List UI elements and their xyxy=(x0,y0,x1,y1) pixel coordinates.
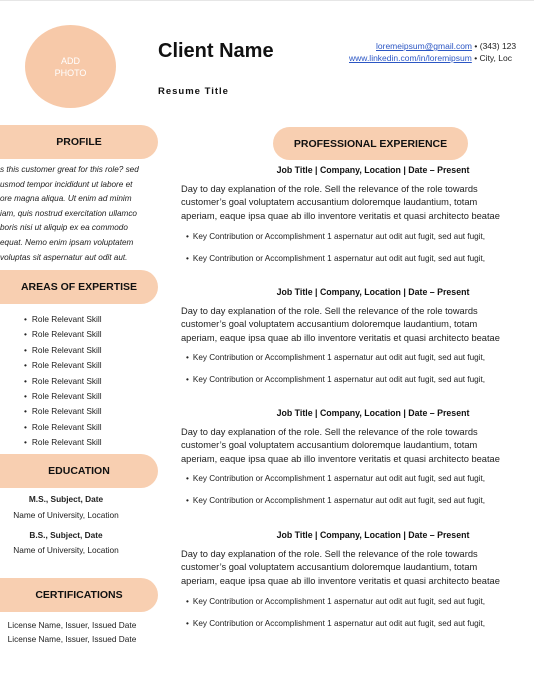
skill-item: • Role Relevant Skill xyxy=(24,374,102,389)
expertise-heading-label: AREAS OF EXPERTISE xyxy=(20,281,138,293)
job-description-line: Day to day explanation of the role. Sell the relevance of the role towards xyxy=(181,549,478,559)
job-bullet-text: Key Contribution or Accomplishment 1 aspernatur aut odit aut fugit, sed aut fugit, xyxy=(192,254,486,263)
education-degree: M.S., Subject, Date xyxy=(28,494,104,504)
job-description-line: aperiam, eaque ipsa quae ab illo inventore veritatis et quasi architecto beatae xyxy=(181,453,500,464)
job-description-line: aperiam, eaque ipsa quae ab illo inventore veritatis et quasi architecto beatae xyxy=(181,332,500,343)
job-description-line: aperiam, eaque ipsa quae ab illo inventore veritatis et quasi architecto beatae xyxy=(181,210,500,221)
job-bullet: • Key Contribution or Accomplishment 1 aspernatur aut odit aut fugit, sed aut fugit, xyxy=(186,496,486,505)
skill-item: • Role Relevant Skill xyxy=(24,389,102,404)
experience-heading xyxy=(273,127,468,160)
resume-title: Resume Title xyxy=(158,86,229,97)
phone-number: (343) 123 xyxy=(479,41,517,51)
job-bullet-text: Key Contribution or Accomplishment 1 aspernatur aut odit aut fugit, sed aut fugit, xyxy=(192,619,486,628)
job-description-line: customer’s goal voluptatem accusantium doloremque laudantium, totam xyxy=(181,319,478,330)
education-degree: B.S., Subject, Date xyxy=(29,530,103,540)
certifications-heading xyxy=(0,578,158,612)
job-description-line: Day to day explanation of the role. Sell the relevance of the role towards xyxy=(181,427,478,437)
job-description-line: customer’s goal voluptatem accusantium doloremque laudantium, totam xyxy=(181,440,478,451)
contact-line-1 xyxy=(376,40,516,52)
education-school: Name of University, Location xyxy=(13,510,119,520)
job-bullet-text: Key Contribution or Accomplishment 1 aspernatur aut odit aut fugit, sed aut fugit, xyxy=(192,232,486,241)
job-bullet-text: Key Contribution or Accomplishment 1 aspernatur aut odit aut fugit, sed aut fugit, xyxy=(192,375,486,384)
profile-line: voluptas sit aspernatur aut odit aut. xyxy=(0,252,128,262)
contact-separator: • xyxy=(474,41,480,51)
job-bullet-text: Key Contribution or Accomplishment 1 aspernatur aut odit aut fugit, sed aut fugit, xyxy=(192,474,486,483)
job-bullet: • Key Contribution or Accomplishment 1 aspernatur aut odit aut fugit, sed aut fugit, xyxy=(186,353,486,362)
certification-item: License Name, Issuer, Issued Date xyxy=(7,620,137,630)
job-bullet: • Key Contribution or Accomplishment 1 aspernatur aut odit aut fugit, sed aut fugit, xyxy=(186,619,486,628)
contact-separator: • xyxy=(474,53,480,63)
skill-item: • Role Relevant Skill xyxy=(24,343,102,358)
job-description xyxy=(181,426,534,466)
job-description-line: Day to day explanation of the role. Sell the relevance of the role towards xyxy=(181,184,478,194)
profile-line: usmod tempor incididunt ut labore et xyxy=(0,179,133,189)
profile-summary xyxy=(0,163,139,265)
job-bullet-text: Key Contribution or Accomplishment 1 aspernatur aut odit aut fugit, sed aut fugit, xyxy=(192,353,486,362)
expertise-heading xyxy=(0,270,158,304)
certifications-heading-label: CERTIFICATIONS xyxy=(35,589,123,601)
education-school: Name of University, Location xyxy=(13,545,119,555)
job-description-line: customer’s goal voluptatem accusantium doloremque laudantium, totam xyxy=(181,197,478,208)
job-title: Job Title | Company, Location | Date – Present xyxy=(276,408,470,418)
job-description xyxy=(181,183,534,223)
job-bullet: • Key Contribution or Accomplishment 1 aspernatur aut odit aut fugit, sed aut fugit, xyxy=(186,597,486,606)
client-name: Client Name xyxy=(158,40,274,62)
job-description-line: Day to day explanation of the role. Sell the relevance of the role towards xyxy=(181,306,478,316)
photo-label-line1: ADD xyxy=(60,55,80,66)
profile-heading-label: PROFILE xyxy=(56,136,102,148)
skill-item: • Role Relevant Skill xyxy=(24,312,102,327)
skills-list xyxy=(24,312,102,451)
email-link[interactable]: loremeipsum@gmail.com xyxy=(376,41,473,51)
job-bullet: • Key Contribution or Accomplishment 1 aspernatur aut odit aut fugit, sed aut fugit, xyxy=(186,474,486,483)
profile-line: ore magna aliqua. Ut enim ad minim xyxy=(0,194,132,204)
photo-placeholder[interactable] xyxy=(25,25,116,108)
job-description xyxy=(181,305,534,345)
profile-heading xyxy=(0,125,158,159)
job-title: Job Title | Company, Location | Date – Present xyxy=(276,530,470,540)
job-bullet-text: Key Contribution or Accomplishment 1 aspernatur aut odit aut fugit, sed aut fugit, xyxy=(192,496,486,505)
job-description xyxy=(181,548,534,588)
experience-heading-label: PROFESSIONAL EXPERIENCE xyxy=(293,137,448,150)
profile-line: iam, quis nostrud exercitation ullamco xyxy=(0,208,137,218)
profile-line: s this customer great for this role? sed xyxy=(0,165,139,174)
job-title: Job Title | Company, Location | Date – Present xyxy=(276,287,470,297)
job-description-line: aperiam, eaque ipsa quae ab illo inventore veritatis et quasi architecto beatae xyxy=(181,575,500,586)
page-top-border xyxy=(0,0,534,1)
job-title: Job Title | Company, Location | Date – Present xyxy=(276,165,470,175)
photo-label-line2: PHOTO xyxy=(54,67,87,78)
linkedin-link[interactable]: www.linkedin.com/in/loremipsum xyxy=(349,53,472,63)
skill-item: • Role Relevant Skill xyxy=(24,420,102,435)
skill-item: • Role Relevant Skill xyxy=(24,358,102,373)
education-heading xyxy=(0,454,158,488)
skill-item: • Role Relevant Skill xyxy=(24,327,102,342)
profile-line: equat. Nemo enim ipsam voluptatem xyxy=(0,237,134,247)
job-bullet: • Key Contribution or Accomplishment 1 aspernatur aut odit aut fugit, sed aut fugit, xyxy=(186,254,486,263)
education-heading-label: EDUCATION xyxy=(48,465,110,477)
contact-line-2 xyxy=(349,52,512,64)
certification-item: License Name, Issuer, Issued Date xyxy=(7,634,137,644)
job-description-line: customer’s goal voluptatem accusantium doloremque laudantium, totam xyxy=(181,562,478,573)
job-bullet: • Key Contribution or Accomplishment 1 aspernatur aut odit aut fugit, sed aut fugit, xyxy=(186,232,486,241)
skill-item: • Role Relevant Skill xyxy=(24,404,102,419)
job-bullet: • Key Contribution or Accomplishment 1 aspernatur aut odit aut fugit, sed aut fugit, xyxy=(186,375,486,384)
job-bullet-text: Key Contribution or Accomplishment 1 aspernatur aut odit aut fugit, sed aut fugit, xyxy=(192,597,486,606)
city-location: City, Loc xyxy=(479,53,512,63)
profile-line: boris nisi ut aliquip ex ea commodo xyxy=(0,223,128,233)
skill-item: • Role Relevant Skill xyxy=(24,435,102,450)
